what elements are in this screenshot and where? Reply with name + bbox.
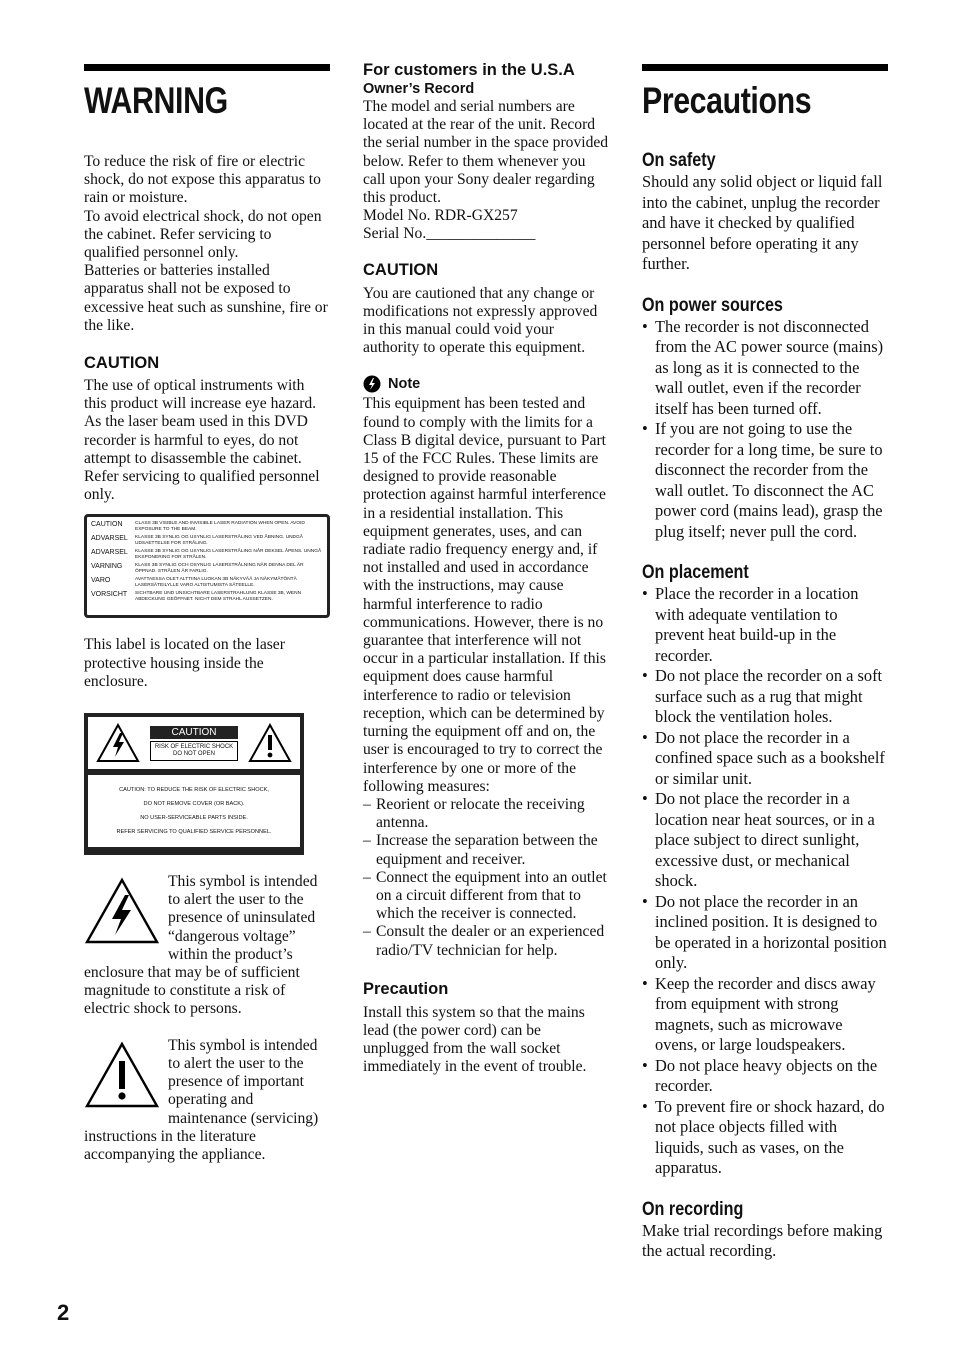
power-heading: On power sources	[642, 294, 783, 316]
model-number: Model No. RDR-GX257	[363, 207, 518, 225]
exclamation-warning-icon	[248, 723, 292, 763]
owners-record-text: The model and serial numbers are located at the rear of the unit. Record the serial number in the space provided below. Refer to them whenever you call upon your Sony dealer regarding this product.	[363, 98, 609, 207]
laser-label-image	[84, 514, 330, 618]
laser-label-value: AVATTAESSA OLET ALTTIINA LUOKAN 3B NÄKYVÄÄ JA NÄKYMÄTÖNTÄ LASERSÄTEILYLLE VARO ALTISTUMISTA SÄTEELLE.	[135, 577, 297, 588]
note-heading: Note	[388, 376, 421, 393]
electric-shock-label-image	[84, 713, 304, 855]
laser-label-key: VORSICHT	[91, 591, 128, 599]
usa-heading: For customers in the U.S.A	[363, 61, 575, 79]
usa-caution-heading: CAUTION	[363, 260, 439, 279]
lightning-triangle-icon	[84, 877, 160, 945]
recording-heading: On recording	[642, 1198, 744, 1220]
safety-heading: On safety	[642, 150, 716, 171]
label-location-text: This label is located on the laser protective housing inside the enclosure.	[84, 636, 285, 690]
laser-label-value: SICHTBARE UND UNSICHTBARE LASERSTRAHLUNG KLASSE 3B, WENN ABDECKUNG GEÖFFNET. NICHT DEM STRAHL AUSSETZEN.	[135, 591, 302, 602]
precaution-heading: Precaution	[363, 979, 449, 998]
exclamation-symbol-block	[84, 1037, 330, 1164]
note-icon	[363, 375, 381, 393]
measures-list	[363, 796, 609, 960]
laser-label-key: ADVARSEL	[91, 549, 128, 557]
note-text: This equipment has been tested and found to comply with the limits for a Class B digital device, pursuant to Part 15 of the FCC Rules. These limits are designed to provide reasonable protection against harmful interference in a residential installation. This equipment generates, uses, and can radiate radio frequency energy and, if not installed and used in accordance with the instructions, may cause harmful interference to radio communications. However, there is no guarantee that interference will not occur in a particular installation. If this equipment does cause harmful interference to radio or television reception, which can be determined by turning the equipment off and on, the user is encouraged to try to correct the interference by one or more of the following measures:	[363, 395, 606, 795]
lightning-warning-icon	[96, 723, 140, 763]
laser-label-key: ADVARSEL	[91, 535, 128, 543]
list-item: • If you are not going to use the recorder for a long time, be sure to disconnect the recorder from the wall outlet. To disconnect the AC power cord (mains lead), grasp the plug itself; never pull the cord.	[642, 419, 888, 542]
precautions-column	[642, 64, 888, 1262]
list-item: • Do not place the recorder on a soft surface such as a rug that might block the ventilation holes.	[642, 666, 888, 728]
power-list	[642, 317, 888, 543]
owners-record-heading: Owner’s Record	[363, 81, 475, 97]
voltage-symbol-block	[84, 873, 330, 1019]
precautions-title: Precautions	[642, 80, 812, 121]
shock-label-risk: RISK OF ELECTRIC SHOCK	[154, 743, 234, 750]
list-item: • Do not place heavy objects on the recorder.	[642, 1056, 888, 1097]
list-item: • Keep the recorder and discs away from equipment with strong magnets, such as microwave ovens, or large loudspeakers.	[642, 974, 888, 1056]
precaution-text: Install this system so that the mains lead (the power cord) can be unplugged from the wall socket immediately in the event of trouble.	[363, 1003, 587, 1076]
note-heading-row	[363, 375, 609, 393]
usa-column	[363, 60, 609, 1077]
shock-label-line: REFER SERVICING TO QUALIFIED SERVICE PERSONNEL.	[116, 829, 272, 836]
page-number: 2	[57, 1300, 70, 1325]
laser-label-key: VARO	[91, 577, 111, 585]
list-item: – Consult the dealer or an experienced radio/TV technician for help.	[363, 923, 609, 959]
exclamation-triangle-icon	[84, 1041, 160, 1109]
laser-label-row	[91, 563, 323, 574]
shock-label-caution: CAUTION	[150, 726, 238, 739]
list-item: – Connect the equipment into an outlet on a circuit different from that to which the receiver is connected.	[363, 869, 609, 924]
usa-caution-text: You are cautioned that any change or modifications not expressly approved in this manual could void your authority to operate this equipment.	[363, 284, 598, 357]
list-item: • To prevent fire or shock hazard, do not place objects filled with liquids, such as vases, on the apparatus.	[642, 1097, 888, 1179]
laser-label-row	[91, 591, 323, 602]
shock-label-line: CAUTION: TO REDUCE THE RISK OF ELECTRIC SHOCK,	[119, 787, 269, 794]
list-item: – Increase the separation between the equipment and receiver.	[363, 832, 609, 868]
warning-paragraph: Batteries or batteries installed apparatus shall not be exposed to excessive heat such as sunshine, fire or the like.	[84, 262, 328, 334]
list-item: • Do not place the recorder in a location near heat sources, or in a place subject to direct sunlight, excessive dust, or mechanical shock.	[642, 789, 888, 892]
warning-column	[84, 64, 330, 1164]
placement-list	[642, 584, 888, 1179]
warning-paragraph: To avoid electrical shock, do not open the cabinet. Refer servicing to qualified personnel only.	[84, 207, 322, 262]
placement-heading: On placement	[642, 562, 749, 583]
shock-label-line: DO NOT REMOVE COVER (OR BACK).	[143, 801, 245, 808]
list-item: • Do not place the recorder in a confined space such as a bookshelf or similar unit.	[642, 728, 888, 790]
laser-label-row	[91, 577, 323, 588]
exclamation-symbol-text: This symbol is intended to alert the user to the presence of important operating and maintenance (servicing) instructions in the literature accompanying the appliance.	[84, 1036, 319, 1163]
caution-heading: CAUTION	[84, 354, 160, 373]
title-rule	[84, 64, 330, 71]
laser-label-key: CAUTION	[91, 521, 123, 529]
serial-number: Serial No.______________	[363, 225, 536, 243]
voltage-symbol-text: This symbol is intended to alert the user to the presence of uninsulated “dangerous voltage” within the product’s enclosure that may be of sufficient magnitude to constitute a risk of electric shock to persons.	[84, 873, 318, 1018]
shock-label-donotopen: DO NOT OPEN	[173, 750, 215, 757]
list-item: • The recorder is not disconnected from the AC power source (mains) as long as it is connected to the wall outlet, even if the recorder itself has been turned off.	[642, 317, 888, 420]
laser-label-row	[91, 535, 323, 546]
shock-label-line: NO USER-SERVICEABLE PARTS INSIDE.	[140, 815, 248, 822]
safety-text: Should any solid object or liquid fall into the cabinet, unplug the recorder and have it checked by qualified personnel before operating it any further.	[642, 172, 883, 273]
recording-text: Make trial recordings before making the actual recording.	[642, 1220, 883, 1260]
laser-label-value: KLASS 3B SYNLIG OCH OSYNLIG LASERSTRÅLNING NÄR DENNA DEL ÄR ÖPPNAD. STRÅLEN ÄR FARLIG.	[135, 563, 304, 574]
laser-label-value: KLASSE 3B SYNLIG OG USYNLIG LASERSTRÅLING VED ÅBNING. UNDGÅ UDSAETTELSE FOR STRÅLING.	[135, 535, 303, 546]
title-rule	[642, 64, 888, 71]
list-item: • Do not place the recorder in an inclined position. It is designed to be operated in a horizontal position only.	[642, 892, 888, 974]
list-item: – Reorient or relocate the receiving antenna.	[363, 796, 609, 832]
warning-title: WARNING	[84, 80, 228, 121]
laser-label-row	[91, 549, 323, 560]
laser-label-row	[91, 521, 323, 532]
list-item: • Place the recorder in a location with adequate ventilation to prevent heat build-up in the recorder.	[642, 584, 888, 666]
caution-text: The use of optical instruments with this product will increase eye hazard. As the laser beam used in this DVD recorder is harmful to eyes, do not attempt to disassemble the cabinet. Refer servicing to qualified personnel only.	[84, 377, 320, 504]
laser-label-value: KLASSE 3B SYNLIG OG USYNLIG LASERSTRÅLING NÅR DEKSEL ÅPENS. UNNGÅ EKSPONERING FOR STRÅLEN.	[135, 549, 322, 560]
warning-paragraph: To reduce the risk of fire or electric shock, do not expose this apparatus to rain or moisture.	[84, 153, 321, 207]
laser-label-key: VARNING	[91, 563, 123, 571]
laser-label-value: CLASS 3B VISIBLE AND INVISIBLE LASER RADIATION WHEN OPEN. AVOID EXPOSURE TO THE BEAM.	[135, 521, 305, 532]
